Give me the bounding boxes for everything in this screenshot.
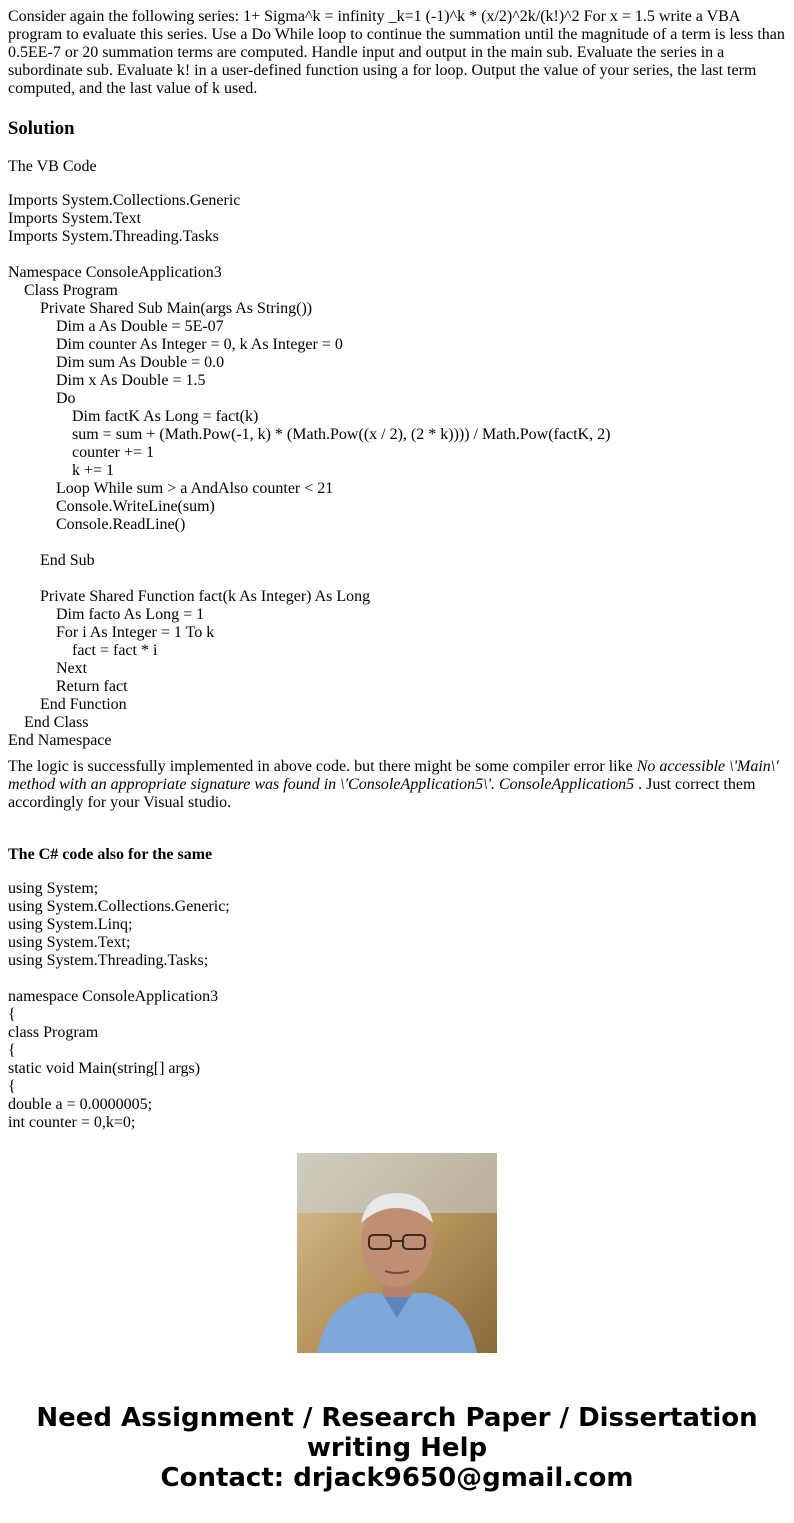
- code-line: [8, 570, 786, 588]
- code-line: Dim factK As Long = fact(k): [8, 408, 259, 425]
- author-avatar: [297, 1153, 497, 1353]
- code-line: static void Main(string[] args): [8, 1060, 201, 1077]
- code-line: Dim facto As Long = 1: [8, 606, 205, 623]
- code-line: {: [8, 1006, 16, 1023]
- code-line: [8, 246, 786, 264]
- code-line: Next: [8, 660, 88, 677]
- note-prefix: The logic is successfully implemented in above code. but there might be some compiler error like: [8, 758, 637, 775]
- document-body: [8, 0, 786, 1131]
- code-line: Dim counter As Integer = 0, k As Integer = 0: [8, 336, 343, 353]
- footer-contact: Contact: drjack9650@gmail.com: [160, 1463, 634, 1493]
- footer-line-2: writing Help: [306, 1433, 488, 1463]
- code-line: End Sub: [8, 552, 95, 569]
- code-line: using System.Collections.Generic;: [8, 898, 230, 915]
- code-line: Console.ReadLine(): [8, 516, 186, 533]
- code-line: int counter = 0,k=0;: [8, 1114, 136, 1131]
- note-suffix: . Just correct them accordingly for your Visual studio.: [8, 776, 756, 811]
- solution-heading: Solution: [8, 118, 75, 139]
- code-line: {: [8, 1078, 16, 1095]
- cs-heading: The C# code also for the same: [8, 846, 213, 863]
- code-line: Return fact: [8, 678, 128, 695]
- code-line: fact = fact * i: [8, 642, 158, 659]
- cs-code-block: [8, 880, 786, 1132]
- code-line: {: [8, 1042, 16, 1059]
- code-line: End Function: [8, 696, 127, 713]
- note-italic: No accessible \'Main\' method with an appropriate signature was found in \'ConsoleApplication5\'. ConsoleApplication5: [8, 758, 779, 793]
- code-line: Class Program: [8, 282, 118, 299]
- compiler-note: [8, 758, 786, 812]
- footer-line-1: Need Assignment / Research Paper / Dissertation: [36, 1403, 758, 1433]
- code-line: Dim sum As Double = 0.0: [8, 354, 225, 371]
- code-line: End Class: [8, 714, 89, 731]
- code-line: Imports System.Threading.Tasks: [8, 228, 219, 245]
- code-line: namespace ConsoleApplication3: [8, 988, 219, 1005]
- code-line: counter += 1: [8, 444, 155, 461]
- code-line: Loop While sum > a AndAlso counter < 21: [8, 480, 334, 497]
- vb-heading: The VB Code: [8, 158, 97, 175]
- code-line: sum = sum + (Math.Pow(-1, k) * (Math.Pow((x / 2), (2 * k)))) / Math.Pow(factK, 2): [8, 426, 611, 443]
- code-line: double a = 0.0000005;: [8, 1096, 153, 1113]
- code-line: Do: [8, 390, 76, 407]
- code-line: [8, 534, 786, 552]
- code-line: k += 1: [8, 462, 115, 479]
- code-line: using System.Linq;: [8, 916, 133, 933]
- code-line: Imports System.Text: [8, 210, 142, 227]
- code-line: Dim x As Double = 1.5: [8, 372, 206, 389]
- footer-banner: [0, 1403, 794, 1493]
- code-line: using System.Text;: [8, 934, 131, 951]
- code-line: End Namespace: [8, 732, 112, 749]
- code-line: Imports System.Collections.Generic: [8, 192, 241, 209]
- author-portrait-image: [297, 1153, 497, 1353]
- vb-code-block: [8, 192, 786, 750]
- code-line: For i As Integer = 1 To k: [8, 624, 215, 641]
- code-line: Private Shared Function fact(k As Integer) As Long: [8, 588, 371, 605]
- question-text: Consider again the following series: 1+ Sigma^k = infinity _k=1 (-1)^k * (x/2)^2k/(k!)^2 For x = 1.5 write a VBA program to evaluate this series. Use a Do While loop to continue the summation until the magnitude of a term is less than 0.5EE-7 or 20 summation terms are computed. Handle input and output in the main sub. Evaluate the series in a subordinate sub. Evaluate k! in a user-defined function using a for loop. Output the value of your series, the last term computed, and the last value of k used.: [8, 8, 785, 97]
- code-line: Namespace ConsoleApplication3: [8, 264, 222, 281]
- code-line: [8, 970, 786, 988]
- code-line: Dim a As Double = 5E-07: [8, 318, 224, 335]
- code-line: Private Shared Sub Main(args As String()): [8, 300, 313, 317]
- code-line: class Program: [8, 1024, 99, 1041]
- code-line: using System;: [8, 880, 99, 897]
- code-line: using System.Threading.Tasks;: [8, 952, 209, 969]
- code-line: Console.WriteLine(sum): [8, 498, 215, 515]
